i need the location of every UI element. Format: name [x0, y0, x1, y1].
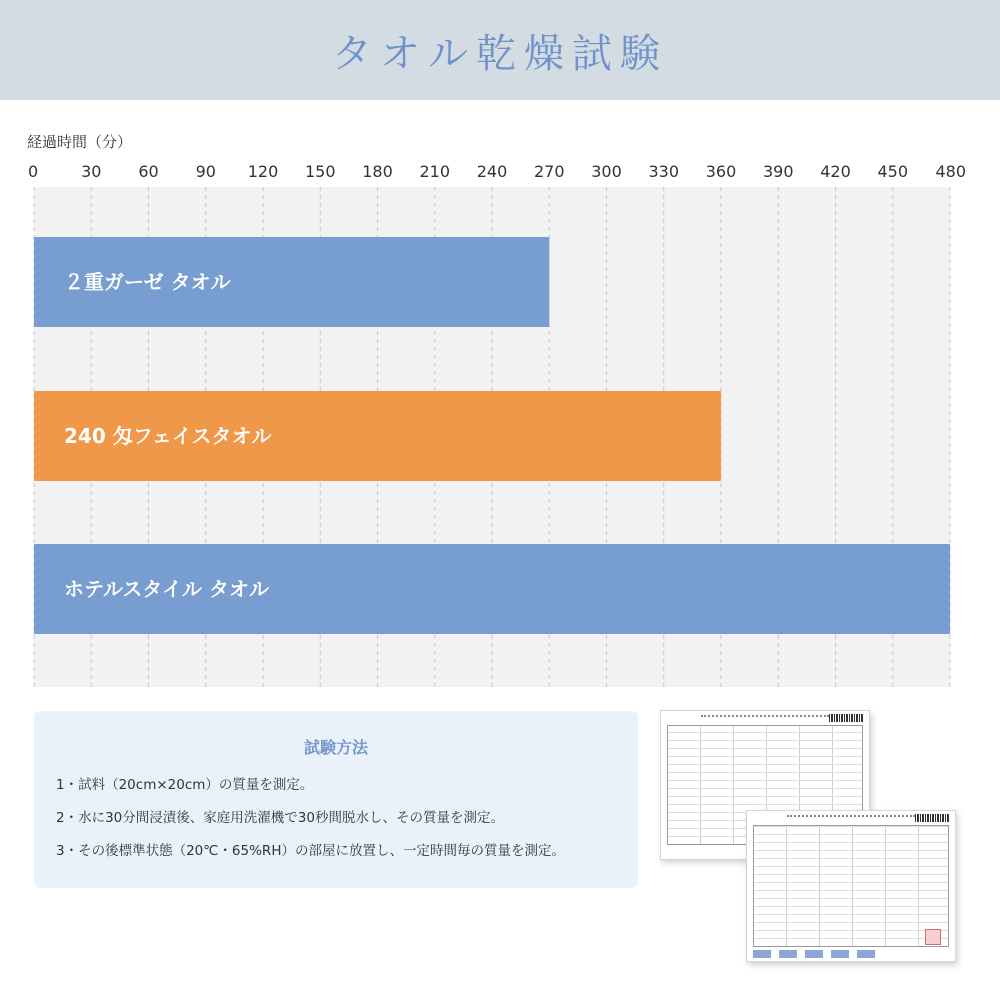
x-tick-label: 210	[419, 162, 451, 181]
barcode-icon	[829, 714, 863, 722]
test-method-steps	[56, 773, 565, 872]
page-title: タオル乾燥試験	[332, 30, 668, 77]
x-tick-label: 60	[138, 162, 159, 181]
drying-time-bar-chart	[0, 155, 1000, 695]
test-report-documents-image	[656, 706, 966, 966]
x-tick-label: 450	[877, 162, 909, 181]
x-tick-label: 360	[705, 162, 737, 181]
x-tick-label: 90	[195, 162, 216, 181]
test-method-step: 1・試料（20cm×20cm）の質量を測定。	[56, 777, 314, 793]
test-method-step: 2・水に30分間浸漬後、家庭用洗濯機で30秒間脱水し、その質量を測定。	[56, 810, 504, 826]
x-tick-label: 420	[820, 162, 851, 181]
test-method-step: 3・その後標準状態（20℃・65%RH）の部屋に放置し、一定時間毎の質量を測定。	[56, 843, 565, 859]
stamp-icon	[925, 929, 941, 945]
test-method-panel	[34, 711, 638, 888]
bar-label: ２重ガーゼ タオル	[64, 270, 231, 294]
header-banner	[0, 0, 1000, 100]
x-tick-label: 180	[362, 162, 393, 181]
x-tick-label: 30	[81, 162, 102, 181]
bar-label: ホテルスタイル タオル	[64, 577, 269, 601]
x-tick-label: 270	[533, 162, 565, 181]
x-tick-label: 0	[28, 162, 39, 181]
test-method-title: 試験方法	[303, 738, 368, 757]
barcode-icon	[915, 814, 949, 822]
x-axis-title: 経過時間（分）	[27, 133, 133, 151]
x-tick-label: 120	[247, 162, 279, 181]
x-tick-label: 330	[648, 162, 680, 181]
x-tick-label: 150	[304, 162, 336, 181]
x-tick-label: 480	[935, 162, 966, 181]
test-report-document	[746, 810, 956, 962]
bar-label: 240 匁フェイスタオル	[64, 424, 272, 448]
x-tick-label: 300	[591, 162, 622, 181]
x-tick-label: 240	[476, 162, 508, 181]
x-tick-label: 390	[762, 162, 794, 181]
